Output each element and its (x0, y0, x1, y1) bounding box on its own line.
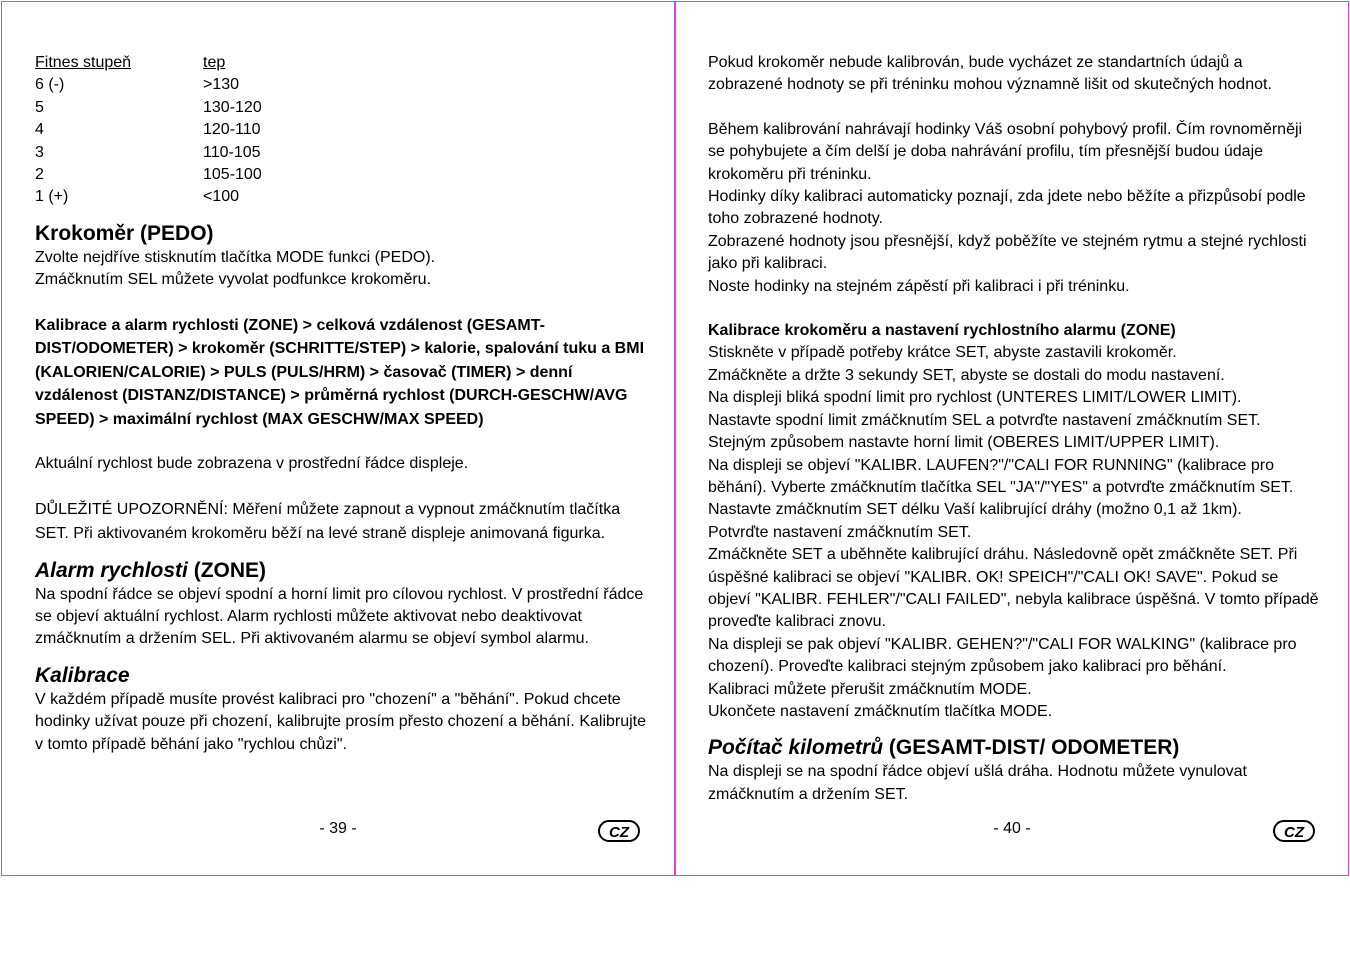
zone-heading-rest: (ZONE) (187, 558, 267, 582)
calibration-paragraph: V každém případě musíte provést kalibraci pro "chození" a "běhání". Pokud chcete hodinky užívat pouze při chození, kalibrujte prosím přesto chození a běhání. Kalibrujte v tomto případě běhání jako "rychlou chůzi". (35, 690, 647, 753)
calibration-intro-1: Pokud krokoměr nebude kalibrován, bude vycházet ze standartních údajů a zobrazené hodnoty se při tréninku mohou významně lišit od skutečných hodnot. (708, 54, 1272, 94)
page-number: - 40 - (993, 820, 1031, 837)
fitness-table-header (35, 52, 262, 74)
important-note (35, 498, 647, 546)
table-cell: 4 (35, 121, 44, 139)
calibration-intro-4: Zobrazené hodnoty jsou přesnější, když poběžíte ve stejném rytmu a stejné rychlosti jako při kalibraci. (708, 232, 1307, 273)
calibration-intro-2: Během kalibrování nahrávají hodinky Váš osobní pohybový profil. Čím rovnoměrněji se pohybujete a čím delší je doba nahrávání profilu, tím přesnější budou údaje krokoměru při tréninku. (708, 120, 1303, 183)
step: Na displeji se objeví "KALIBR. LAUFEN?"/"CALI FOR RUNNING" (kalibrace pro běhání). Vyberte zmáčknutím tlačítka SEL "JA"/"YES" a potvrďte zmáčknutím SET. (708, 456, 1294, 496)
fitness-header-level: Fitnes stupeň (35, 54, 132, 71)
table-row (35, 119, 262, 141)
important-text: Měření můžete zapnout a vypnout zmáčknutím tlačítka SET. Při aktivovaném krokoměru běží na levé straně displeje animovaná figurka. (35, 500, 621, 542)
zone-paragraph: Na spodní řádce se objeví spodní a horní limit pro cílovou rychlost. V prostřední řádce se objeví aktuální rychlost. Alarm rychlosti můžete aktivovat nebo deaktivovat zmáčknutím a držením SEL. Při aktivovaném alarmu se objeví symbol alarmu. (35, 585, 644, 648)
important-label: DŮLEŽITÉ UPOZORNĚNÍ: (35, 500, 228, 518)
calibration-steps-heading: Kalibrace krokoměru a nastavení rychlostního alarmu (ZONE) (708, 322, 1176, 340)
language-badge: CZ (1273, 820, 1315, 842)
step: Zmáčkněte SET a uběhněte kalibrující dráhu. Následovně opět zmáčkněte SET. Při úspěšné kalibraci se objeví "KALIBR. OK! SPEICH"/"CALI OK! SAVE". Pokud se objeví "KALIBR. FEHLER"/"CALI FAILED", nebyla kalibrace úspěšná. V tomto případě proveďte kalibraci znovu. (708, 546, 1319, 631)
fitness-table (35, 52, 262, 209)
table-cell: 3 (35, 143, 44, 161)
table-row (35, 186, 262, 208)
step: Ukončete nastavení zmáčknutím tlačítka MODE. (708, 702, 1053, 720)
language-badge: CZ (598, 820, 640, 842)
table-row (35, 74, 262, 96)
left-page-content (35, 52, 647, 756)
step: Na displeji se pak objeví "KALIBR. GEHEN?"/"CALI FOR WALKING" (kalibrace pro chození). Proveďte kalibraci stejným způsobem jako kalibraci pro běhání. (708, 635, 1297, 676)
table-row (35, 97, 262, 119)
page-number: - 39 - (319, 820, 357, 837)
table-cell: 6 (-) (35, 76, 65, 94)
zone-heading (35, 558, 647, 584)
right-page (675, 1, 1349, 876)
table-cell: 2 (35, 166, 44, 184)
calibration-heading-italic: Kalibrace (35, 663, 130, 687)
fitness-header-pulse: tep (203, 54, 226, 71)
table-cell: 5 (35, 98, 44, 116)
table-cell: 120-110 (203, 121, 261, 139)
calibration-intro-3: Hodinky díky kalibraci automaticky poznají, zda jdete nebo běžíte a přizpůsobí podle toho zobrazené hodnoty. (708, 188, 1306, 228)
calibration-intro-5: Noste hodinky na stejném zápěstí při kalibraci i při tréninku. (708, 277, 1130, 295)
table-cell: >130 (203, 76, 240, 94)
step: Zmáčkněte a držte 3 sekundy SET, abyste se dostali do modu nastavení. (708, 366, 1225, 384)
step: Nastavte spodní limit zmáčknutím SEL a potvrďte nastavení zmáčknutím SET. (708, 411, 1261, 429)
step: Stejným způsobem nastavte horní limit (OBERES LIMIT/UPPER LIMIT). (708, 434, 1220, 452)
calibration-heading (35, 663, 647, 689)
odometer-heading-italic: Počítač kilometrů (708, 736, 884, 760)
pedo-heading: Krokoměr (PEDO) (35, 221, 214, 245)
step: Na displeji bliká spodní limit pro rychlost (UNTERES LIMIT/LOWER LIMIT). (708, 389, 1242, 407)
zone-heading-italic: Alarm rychlosti (35, 558, 188, 582)
pedo-function-sequence: Kalibrace a alarm rychlosti (ZONE) > celková vzdálenost (GESAMT-DIST/ODOMETER) > krokoměr (SCHRITTE/STEP) > kalorie, spalování tuku a BMI (KALORIEN/CALORIE) > PULS (PULS/HRM) > časovač (TIMER) > denní vzdálenost (DISTANZ/DISTANCE) > průměrná rychlost (DURCH-GESCHW/AVG SPEED) > maximální rychlost (MAX GESCHW/MAX SPEED) (35, 316, 645, 428)
table-cell: <100 (203, 188, 240, 206)
odometer-heading (708, 735, 1320, 761)
pedo-paragraph-2: Zmáčknutím SEL můžete vyvolat podfunkce krokoměru. (35, 271, 432, 289)
odometer-paragraph: Na displeji se na spodní řádce objeví ušlá dráha. Hodnotu můžete vynulovat zmáčknutím a držením SET. (708, 763, 1247, 803)
step: Nastavte zmáčknutím SET délku Vaší kalibrující dráhy (možno 0,1 až 1km). (708, 501, 1242, 519)
left-page (1, 1, 675, 876)
table-cell: 105-100 (203, 166, 262, 184)
pedo-paragraph-3: Aktuální rychlost bude zobrazena v prostřední řádce displeje. (35, 455, 469, 473)
table-cell: 1 (+) (35, 188, 69, 206)
step: Kalibraci můžete přerušit zmáčknutím MODE. (708, 680, 1032, 698)
table-cell: 110-105 (203, 143, 261, 161)
table-row (35, 142, 262, 164)
table-row (35, 164, 262, 186)
table-cell: 130-120 (203, 98, 262, 116)
step: Stiskněte v případě potřeby krátce SET, abyste zastavili krokoměr. (708, 344, 1177, 362)
odometer-heading-rest: (GESAMT-DIST/ ODOMETER) (883, 736, 1180, 760)
right-page-content (708, 52, 1320, 806)
pedo-paragraph-1: Zvolte nejdříve stisknutím tlačítka MODE funkci (PEDO). (35, 248, 436, 266)
step: Potvrďte nastavení zmáčknutím SET. (708, 523, 972, 541)
